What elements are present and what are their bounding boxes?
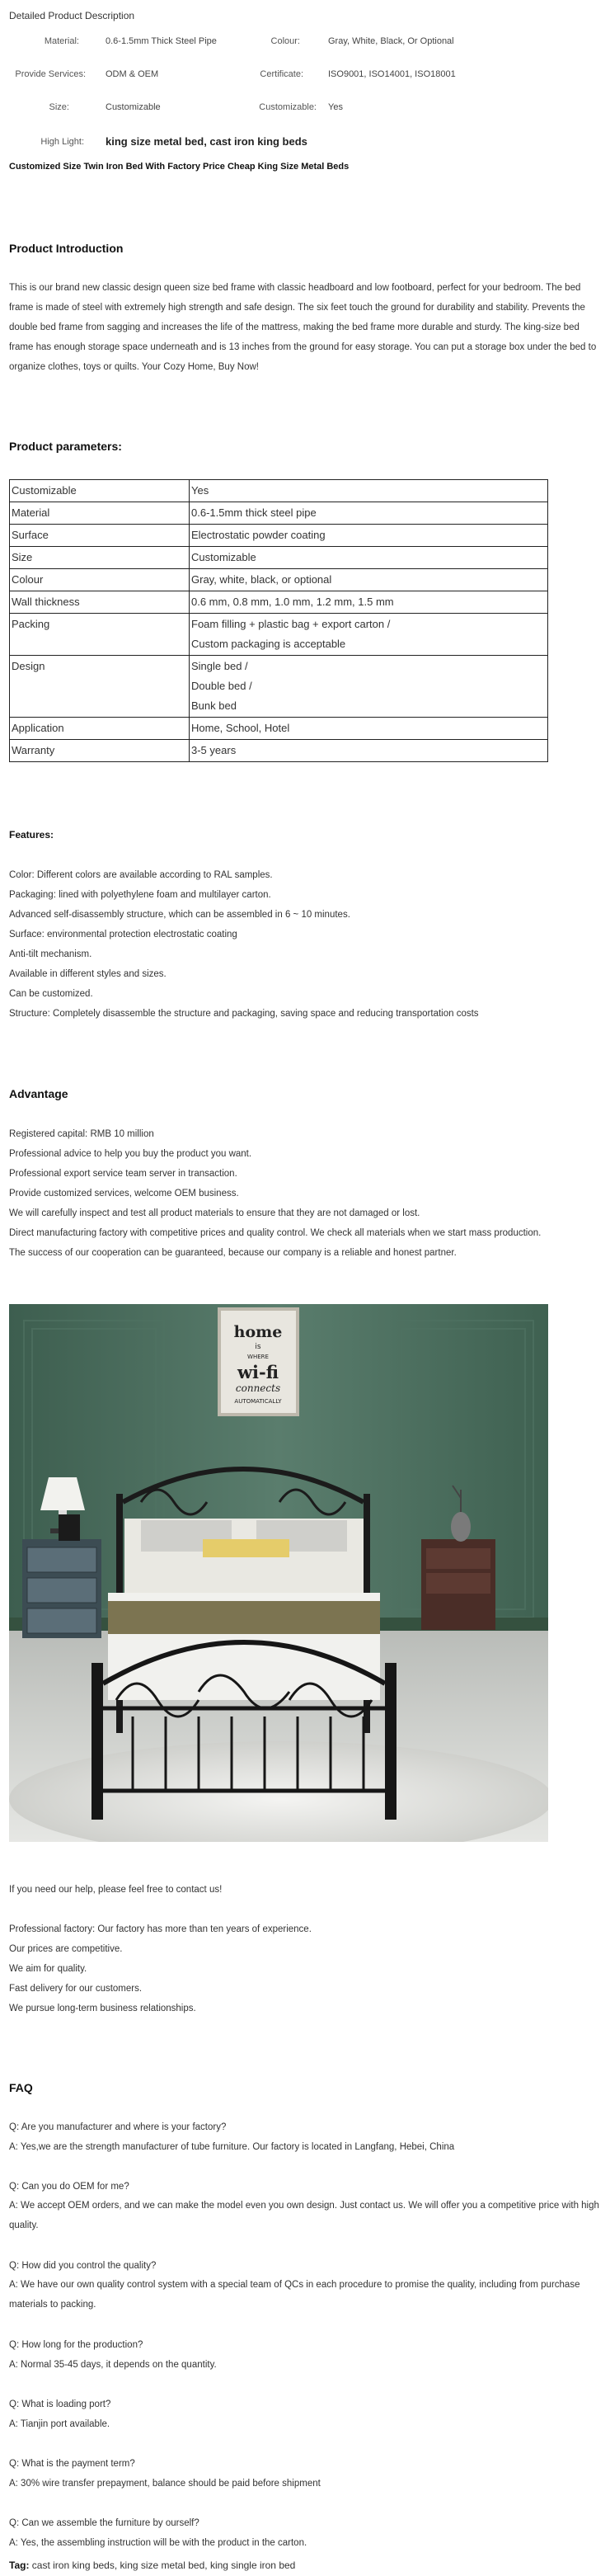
param-key: Material <box>10 502 190 525</box>
param-value: 0.6 mm, 0.8 mm, 1.0 mm, 1.2 mm, 1.5 mm <box>190 591 548 614</box>
faq-question: Q: What is the payment term? <box>9 2459 135 2469</box>
table-row <box>10 502 548 525</box>
params-heading: Product parameters: <box>9 440 122 453</box>
tag-label: Tag: <box>9 2560 30 2571</box>
contact-intro: If you need our help, please feel free to contact us! <box>9 1885 223 1895</box>
feature-item: Surface: environmental protection electrostatic coating <box>9 930 237 940</box>
feature-item: Anti-tilt mechanism. <box>9 949 92 959</box>
param-value: 3-5 years <box>190 740 548 762</box>
faq-heading: FAQ <box>9 2081 33 2094</box>
spec-size-value: Customizable <box>106 102 161 112</box>
param-key: Warranty <box>10 740 190 762</box>
page-title: Detailed Product Description <box>9 10 135 21</box>
param-value-line: Single bed / <box>191 660 248 672</box>
faq-answer: A: Yes,we are the strength manufacturer of tube furniture. Our factory is located in Langfang, Hebei, China <box>9 2142 455 2152</box>
param-value: 0.6-1.5mm thick steel pipe <box>190 502 548 525</box>
spec-size-label: Size: <box>49 102 69 112</box>
param-value: Yes <box>190 480 548 502</box>
poster-line1: home <box>233 1323 283 1341</box>
spec-certificate-value: ISO9001, ISO14001, ISO18001 <box>328 69 456 79</box>
param-key: Colour <box>10 569 190 591</box>
product-photo <box>9 1304 548 1842</box>
contact-item: Fast delivery for our customers. <box>9 1984 143 1994</box>
tag-link[interactable]: cast iron king beds <box>31 2560 115 2571</box>
contact-item: Our prices are competitive. <box>9 1944 123 1954</box>
feature-item: Structure: Completely disassemble the structure and packaging, saving space and reducing transportation costs <box>9 1009 479 1019</box>
param-key: Size <box>10 547 190 569</box>
faq-answer: A: 30% wire transfer prepayment, balance should be paid before shipment <box>9 2479 321 2489</box>
faq-question: Q: Can you do OEM for me? <box>9 2182 129 2192</box>
faq-question: Q: How long for the production? <box>9 2340 143 2350</box>
faq-answer: A: Normal 35-45 days, it depends on the quantity. <box>9 2360 217 2370</box>
product-subtitle: Customized Size Twin Iron Bed With Factory Price Cheap King Size Metal Beds <box>9 162 350 172</box>
faq-answer: A: We accept OEM orders, and we can make the model even you own design. Just contact us. We will offer you a competitive price with high quality. <box>9 2201 599 2230</box>
param-value-line: Custom packaging is acceptable <box>191 638 346 650</box>
contact-item: We aim for quality. <box>9 1964 87 1974</box>
advantage-item: Professional advice to help you buy the product you want. <box>9 1149 252 1159</box>
table-row <box>10 525 548 547</box>
param-value-line: Bunk bed <box>191 699 237 712</box>
poster-line4: wi-fi <box>237 1362 279 1382</box>
faq-answer: A: Yes, the assembling instruction will be with the product in the carton. <box>9 2538 307 2548</box>
param-value <box>190 656 548 718</box>
faq-question: Q: Are you manufacturer and where is your factory? <box>9 2122 227 2132</box>
param-value: Electrostatic powder coating <box>190 525 548 547</box>
param-key: Application <box>10 718 190 740</box>
tag-row: Tag: cast iron king beds, king size metal bed, king single iron bed <box>9 2560 296 2571</box>
poster-line2: is <box>255 1343 261 1351</box>
spec-services-label: Provide Services: <box>15 69 86 79</box>
poster-line3: WHERE <box>247 1354 269 1360</box>
advantage-item: We will carefully inspect and test all product materials to ensure that they are not damaged or lost. <box>9 1208 420 1218</box>
param-value-line: Foam filling + plastic bag + export carton / <box>191 618 391 630</box>
param-key: Packing <box>10 614 190 656</box>
param-value <box>190 614 548 656</box>
param-key: Surface <box>10 525 190 547</box>
advantage-item: Direct manufacturing factory with competitive prices and quality control. We check all materials when we start mass production. <box>9 1228 542 1238</box>
param-value: Home, School, Hotel <box>190 718 548 740</box>
spec-colour-value: Gray, White, Black, Or Optional <box>328 36 454 46</box>
tag-link[interactable]: king single iron bed <box>209 2560 296 2571</box>
faq-answer: A: Tianjin port available. <box>9 2419 110 2429</box>
tag-link[interactable]: king size metal bed <box>120 2560 205 2571</box>
param-key: Design <box>10 656 190 718</box>
advantage-item: Professional export service team server in transaction. <box>9 1169 237 1179</box>
table-row <box>10 614 548 656</box>
spec-highlight-label: High Light: <box>40 137 84 147</box>
feature-item: Available in different styles and sizes. <box>9 969 167 979</box>
contact-item: We pursue long-term business relationships. <box>9 2004 196 2013</box>
spec-customizable-label: Customizable: <box>259 102 317 112</box>
table-row <box>10 480 548 502</box>
param-key: Wall thickness <box>10 591 190 614</box>
poster <box>219 1309 298 1415</box>
faq-question: Q: How did you control the quality? <box>9 2261 157 2271</box>
poster-line5: connects <box>235 1382 281 1394</box>
faq-question: Q: What is loading port? <box>9 2399 111 2409</box>
table-row <box>10 740 548 762</box>
param-value: Gray, white, black, or optional <box>190 569 548 591</box>
poster-line6: AUTOMATICALLY <box>234 1398 282 1405</box>
features-heading: Features: <box>9 829 54 841</box>
advantage-item: Provide customized services, welcome OEM business. <box>9 1189 239 1199</box>
feature-item: Packaging: lined with polyethylene foam and multilayer carton. <box>9 890 271 900</box>
contact-item: Professional factory: Our factory has more than ten years of experience. <box>9 1924 312 1934</box>
spec-services-value: ODM & OEM <box>106 69 159 79</box>
faq-question: Q: Can we assemble the furniture by ourself? <box>9 2518 199 2528</box>
spec-colour-label: Colour: <box>270 36 300 46</box>
intro-heading: Product Introduction <box>9 242 124 255</box>
faq-answer: A: We have our own quality control system with a special team of QCs in each procedure to promise the quality, including from purchase materials to packing. <box>9 2280 580 2310</box>
params-table <box>9 479 548 762</box>
param-value-line: Double bed / <box>191 680 252 692</box>
table-row <box>10 718 548 740</box>
feature-item: Can be customized. <box>9 989 93 999</box>
advantage-heading: Advantage <box>9 1087 68 1100</box>
intro-text: This is our brand new classic design queen size bed frame with classic headboard and low footboard, perfect for your bedroom. The bed frame is made of steel with extremely high strength and safe design. The six feet touch the ground for durability and stability. Prevents the double bed frame from sagging and increases the life of the mattress, making the bed frame more durable and sturdy. The king-size bed frame has enough storage space underneath and is 13 inches from the ground for easy storage. You can put a storage box under the bed to organize clothes, toys or quilts. Your Cozy Home, Buy Now! <box>9 283 597 372</box>
table-row <box>10 547 548 569</box>
spec-customizable-value: Yes <box>328 102 343 112</box>
spec-material-label: Material: <box>44 36 79 46</box>
spec-certificate-label: Certificate: <box>260 69 303 79</box>
param-key: Customizable <box>10 480 190 502</box>
param-value: Customizable <box>190 547 548 569</box>
table-row <box>10 569 548 591</box>
feature-item: Advanced self-disassembly structure, which can be assembled in 6 ~ 10 minutes. <box>9 910 350 920</box>
feature-item: Color: Different colors are available according to RAL samples. <box>9 870 273 880</box>
advantage-item: Registered capital: RMB 10 million <box>9 1129 154 1139</box>
table-row <box>10 656 548 718</box>
table-row <box>10 591 548 614</box>
advantage-item: The success of our cooperation can be guaranteed, because our company is a reliable and honest partner. <box>9 1248 457 1258</box>
spec-highlight-value: king size metal bed, cast iron king beds <box>106 135 307 148</box>
spec-material-value: 0.6-1.5mm Thick Steel Pipe <box>106 36 217 46</box>
